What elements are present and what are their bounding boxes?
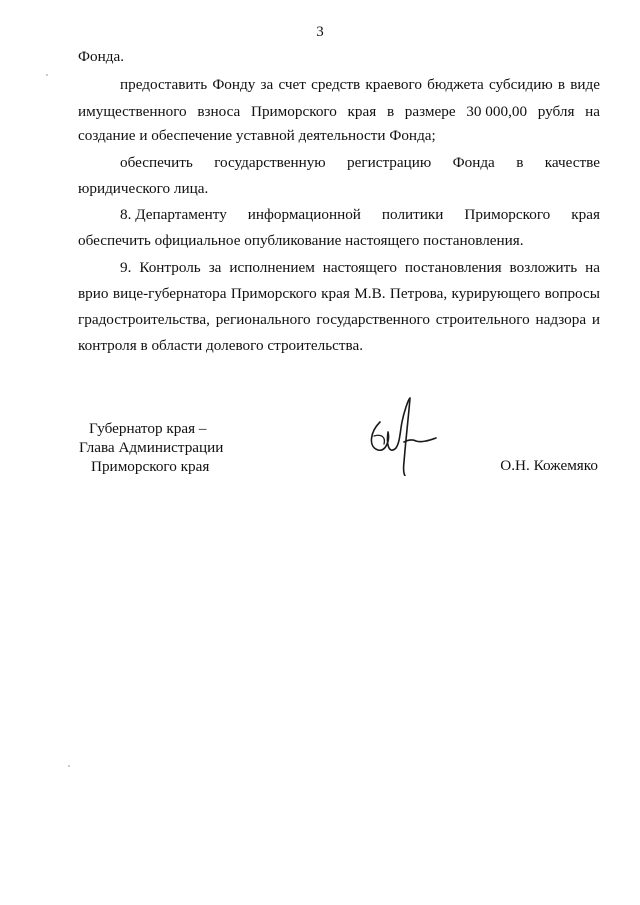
word: за — [208, 259, 222, 276]
scan-speck — [68, 765, 70, 767]
position-line: Губернатор края – — [89, 420, 207, 437]
word: Контроль — [139, 259, 201, 276]
word: возложить — [509, 259, 578, 276]
position-line: Глава Администрации — [79, 439, 224, 456]
word: качестве — [544, 154, 600, 171]
word: обеспечить — [120, 154, 193, 171]
text-line: создание и обеспечение уставной деятельности Фонда; — [78, 127, 436, 144]
word: строительного — [435, 311, 530, 328]
word: государственного — [316, 311, 430, 328]
word: Фонда — [452, 154, 495, 171]
text-line — [78, 284, 600, 304]
text-line: юридического лица. — [78, 180, 209, 197]
word: Приморского — [464, 206, 551, 223]
page-number: 3 — [316, 24, 324, 40]
word: курирующего — [451, 285, 541, 302]
word: информационной — [247, 206, 361, 223]
word: надзора — [535, 311, 587, 328]
word: в — [557, 76, 566, 93]
word: постановления — [404, 259, 502, 276]
word: настоящего — [322, 259, 397, 276]
word: регионального — [215, 311, 311, 328]
word: субсидию — [488, 76, 553, 93]
word: счет — [278, 76, 306, 93]
word: на — [585, 103, 600, 120]
word: государственную — [214, 154, 326, 171]
handwritten-signature — [360, 392, 440, 476]
text-line — [78, 310, 600, 330]
word: градостроительства, — [78, 311, 210, 328]
text-line — [120, 258, 600, 278]
word: 8. Департаменту — [120, 206, 227, 223]
word: 30 000,00 — [466, 103, 528, 120]
text-line: обеспечить официальное опубликование настоящего постановления. — [78, 232, 524, 249]
word: и — [591, 311, 600, 328]
word: Фонду — [212, 76, 256, 93]
word: исполнением — [229, 259, 315, 276]
word: взноса — [197, 103, 241, 120]
word: Петрова, — [389, 285, 448, 302]
word: в — [516, 154, 524, 171]
scan-speck — [46, 74, 48, 76]
word: М.В. — [354, 285, 386, 302]
position-line: Приморского края — [91, 458, 210, 475]
text-line: Фонда. — [78, 48, 124, 65]
word: края — [347, 103, 377, 120]
word: средств — [311, 76, 361, 93]
word: виде — [570, 76, 600, 93]
text-line — [120, 75, 600, 95]
word: 9. — [120, 259, 132, 276]
signatory-position — [79, 419, 223, 476]
word: вице-губернатора — [112, 285, 227, 302]
text-line: контроля в области долевого строительства. — [78, 337, 364, 354]
word: за — [260, 76, 274, 93]
word: краевого — [365, 76, 422, 93]
text-line — [78, 102, 600, 122]
word: в — [386, 103, 395, 120]
text-line — [120, 205, 600, 225]
text-line — [120, 153, 600, 173]
signatory-name: О.Н. Кожемяко — [500, 457, 598, 474]
word: края — [571, 206, 600, 223]
word: на — [585, 259, 600, 276]
word: предоставить — [120, 76, 208, 93]
word: врио — [78, 285, 109, 302]
word: вопросы — [544, 285, 600, 302]
word: размере — [404, 103, 456, 120]
word: имущественного — [78, 103, 187, 120]
word: политики — [381, 206, 444, 223]
word: края — [321, 285, 350, 302]
word: регистрацию — [347, 154, 432, 171]
word: рубля — [537, 103, 575, 120]
word: Приморского — [230, 285, 317, 302]
word: бюджета — [427, 76, 484, 93]
word: Приморского — [250, 103, 337, 120]
